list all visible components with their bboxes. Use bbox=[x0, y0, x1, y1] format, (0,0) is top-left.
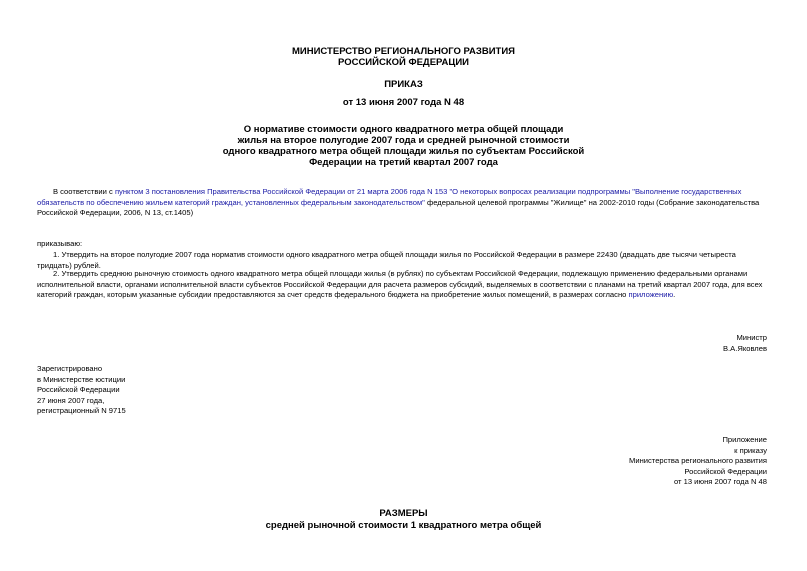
ministry-line-1: МИНИСТЕРСТВО РЕГИОНАЛЬНОГО РАЗВИТИЯ bbox=[292, 46, 515, 57]
item-1: 1. Утвердить на второе полугодие 2007 года норматив стоимости одного квадратного метра общей площади жилья по Российской Федерации в размере 22430 (двадцать две тысячи четыреста тридцать) рублей. bbox=[37, 250, 736, 270]
registration-line-3: Российской Федерации bbox=[37, 385, 120, 394]
intro-suffix: федеральной целевой программы "Жилище" на 2002-2010 годы (Собрание законодательства Российской Федерации, 2006, N 13, ст.1405) bbox=[37, 197, 760, 217]
signature-block bbox=[723, 333, 767, 354]
item-2-text: 2. Утвердить среднюю рыночную стоимость одного квадратного метра общей площади жилья (в рублях) по субъектам Российской Федерации, подлежащую применению федеральными органами исполнительной власти, органами исполнительной власти субъектов Российской Федерации для расчета размеров субсидий, выделяемых в соответствии с планами на третий квартал 2007 года, для всех категорий граждан, которым указанные субсидии предоставляются за счет средств федерального бюджета на приобретение жилых помещений, в размерах согласно bbox=[37, 269, 763, 299]
title-line-3: одного квадратного метра общей площади жилья по субъектам Российской bbox=[222, 146, 585, 157]
appendix-line-5: от 13 июня 2007 года N 48 bbox=[673, 477, 767, 486]
registration-line-5: регистрационный N 9715 bbox=[37, 406, 126, 415]
appendix-line-3: Министерства регионального развития bbox=[629, 456, 767, 465]
registration-line-1: Зарегистрировано bbox=[37, 364, 103, 373]
signature-position: Министр bbox=[736, 333, 767, 342]
registration-block bbox=[37, 364, 126, 417]
title-line-4: Федерации на третий квартал 2007 года bbox=[309, 157, 498, 168]
appendix-line-4: Российской Федерации bbox=[684, 466, 767, 476]
appendix-line-2: к приказу bbox=[734, 445, 767, 455]
intro-paragraph bbox=[37, 187, 770, 219]
signature-name: В.А.Яковлев bbox=[722, 343, 767, 353]
item-2-end: . bbox=[673, 290, 676, 299]
doc-date: от 13 июня 2007 года N 48 bbox=[342, 97, 465, 108]
ministry-line-2: РОССИЙСКОЙ ФЕДЕРАЦИИ bbox=[337, 57, 469, 68]
sizes-subtitle: средней рыночной стоимости 1 квадратного метра общей bbox=[265, 520, 542, 531]
intro-prefix: В соответствии с bbox=[53, 187, 115, 196]
item-2 bbox=[37, 269, 770, 301]
doc-type: ПРИКАЗ bbox=[384, 79, 423, 90]
title-line-2: жилья на второе полугодие 2007 года и средней рыночной стоимости bbox=[237, 135, 570, 146]
registration-line-4: 27 июня 2007 года, bbox=[37, 395, 105, 405]
appendix-line-1: Приложение bbox=[722, 435, 767, 444]
appendix-link[interactable]: приложению bbox=[628, 290, 674, 299]
sizes-title: РАЗМЕРЫ bbox=[379, 508, 428, 519]
decree-link[interactable]: пунктом 3 постановления Правительства Российской Федерации от 21 марта 2006 года N 153 "О некоторых вопросах реализации подпрограммы "Выполнение государственных обязательств по обеспечению жильем категорий граждан, установленных федеральным законодательством" bbox=[37, 187, 742, 207]
title-line-1: О нормативе стоимости одного квадратного метра общей площади bbox=[243, 124, 564, 135]
registration-line-2: в Министерстве юстиции bbox=[37, 374, 126, 384]
ministry-header bbox=[0, 46, 807, 68]
appendix-block bbox=[629, 435, 767, 488]
order-word: приказываю: bbox=[37, 239, 83, 248]
doc-title bbox=[0, 124, 807, 168]
